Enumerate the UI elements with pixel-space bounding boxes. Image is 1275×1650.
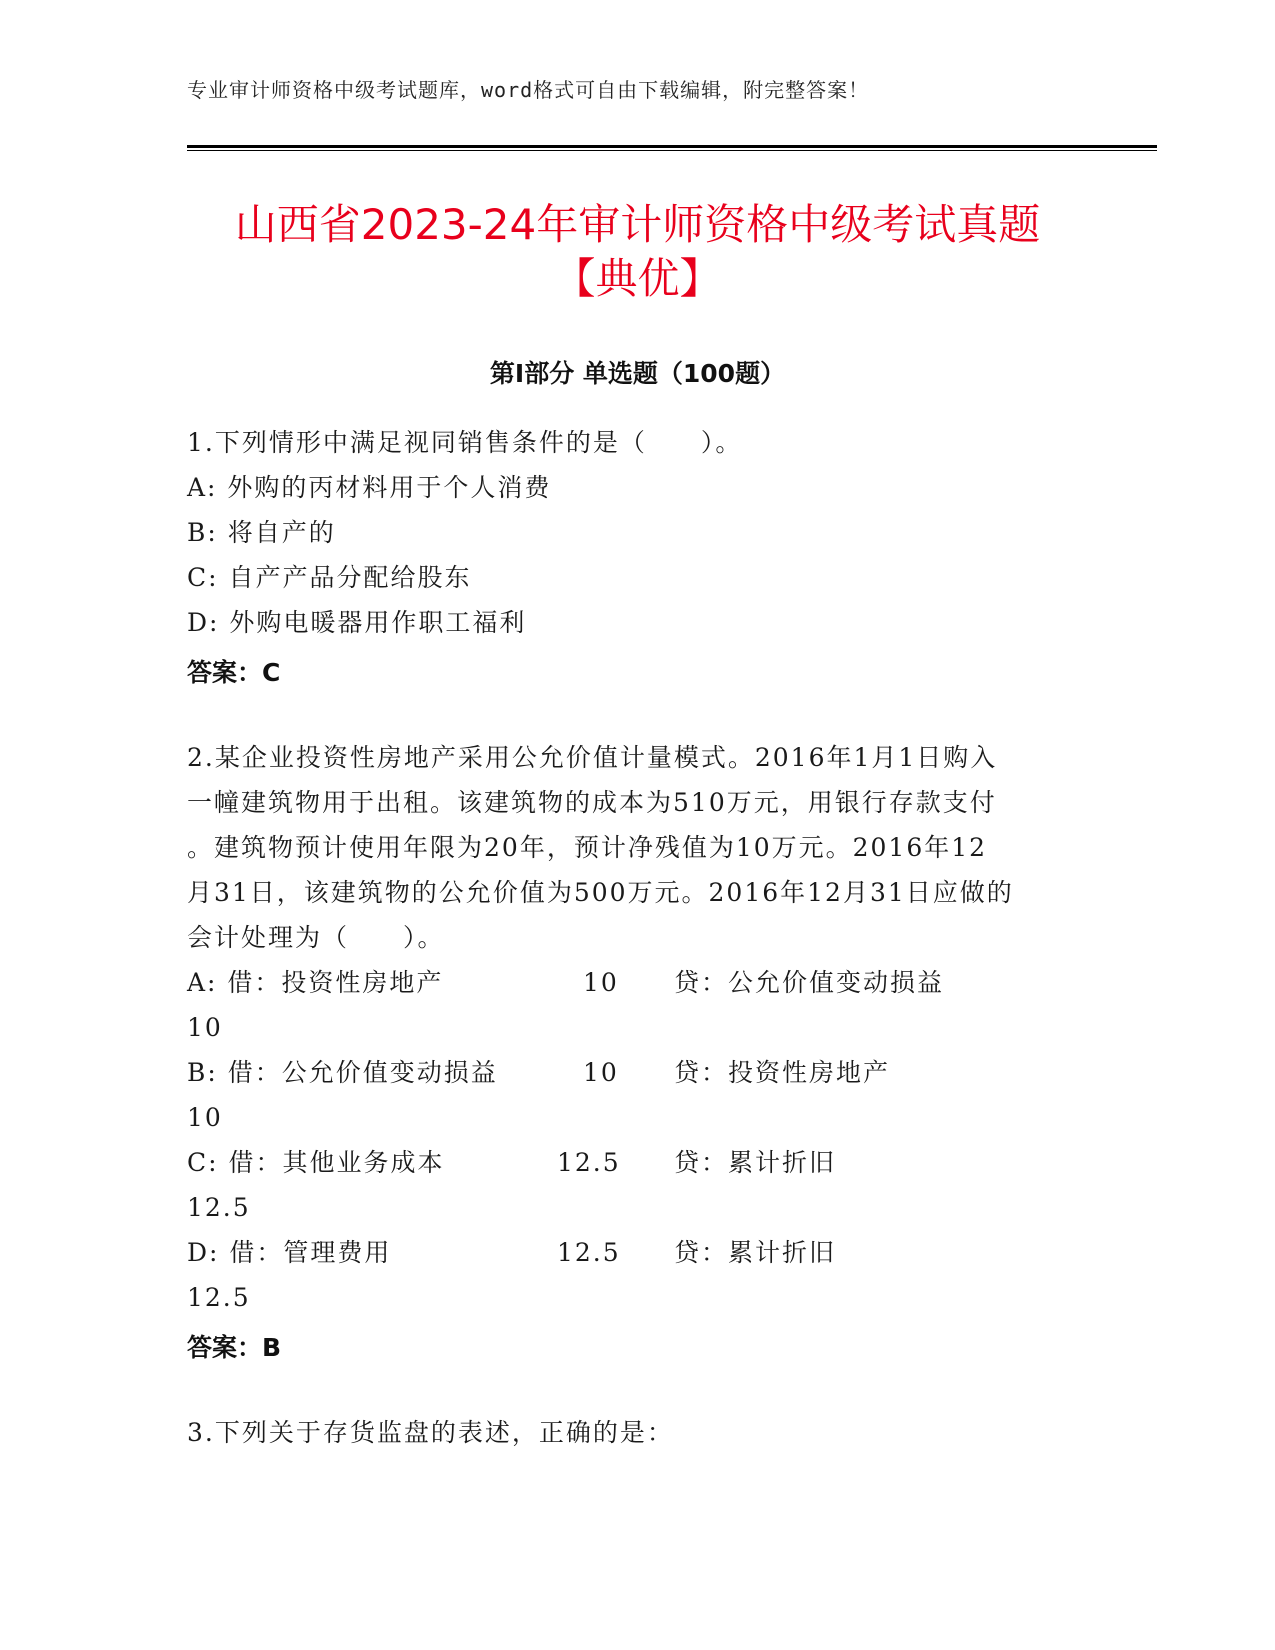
question-2-stem-line-3: 。建筑物预计使用年限为20年，预计净残值为10万元。2016年12 [187,833,988,862]
option-credit: 贷：公允价值变动损益 [674,968,945,997]
option-debit: D: 借：管理费用 [187,1238,392,1267]
option-amount: 10 [583,968,619,997]
header-rule-thick [187,145,1157,148]
document-title [120,198,1155,306]
option-amount: 12.5 [557,1148,621,1177]
option-amount: 12.5 [557,1238,621,1267]
option-debit: A: 借：投资性房地产 [187,968,444,997]
option-credit: 贷：累计折旧 [674,1238,837,1267]
option-amount-2: 12.5 [187,1283,251,1312]
question-1-option-b: B: 将自产的 [187,518,336,547]
option-debit: C: 借：其他业务成本 [187,1148,445,1177]
option-amount-2: 10 [187,1013,223,1042]
header-rule-thin [187,150,1157,151]
question-2-stem-line-5: 会计处理为（ ）。 [187,923,445,952]
title-line-1: 山西省2023-24年审计师资格中级考试真题 [234,200,1041,249]
option-debit: B: 借：公允价值变动损益 [187,1058,498,1087]
option-amount-2: 10 [187,1103,223,1132]
question-1-option-c: C: 自产产品分配给股东 [187,563,472,592]
question-1-answer: 答案：C [187,658,281,687]
section-title: 第Ⅰ部分 单选题（100题） [489,359,786,388]
question-2-stem-line-4: 月31日，该建筑物的公允价值为500万元。2016年12月31日应做的 [187,878,1014,907]
option-credit: 贷：累计折旧 [674,1148,837,1177]
option-amount-2: 12.5 [187,1193,251,1222]
title-line-2: 【典优】 [553,254,722,303]
page-header: 专业审计师资格中级考试题库，word格式可自由下载编辑，附完整答案！ [187,78,870,102]
question-2-stem-line-2: 一幢建筑物用于出租。该建筑物的成本为510万元，用银行存款支付 [187,788,997,817]
question-1-option-a: A: 外购的丙材料用于个人消费 [187,473,552,502]
question-3-stem: 3.下列关于存货监盘的表述，正确的是： [187,1418,674,1447]
question-1-stem: 1.下列情形中满足视同销售条件的是（ ）。 [187,428,743,457]
question-2-answer: 答案：B [187,1333,282,1362]
option-amount: 10 [583,1058,619,1087]
question-1-option-d: D: 外购电暖器用作职工福利 [187,608,527,637]
question-2-stem-line-1: 2.某企业投资性房地产采用公允价值计量模式。2016年1月1日购入 [187,743,998,772]
option-credit: 贷：投资性房地产 [674,1058,891,1087]
